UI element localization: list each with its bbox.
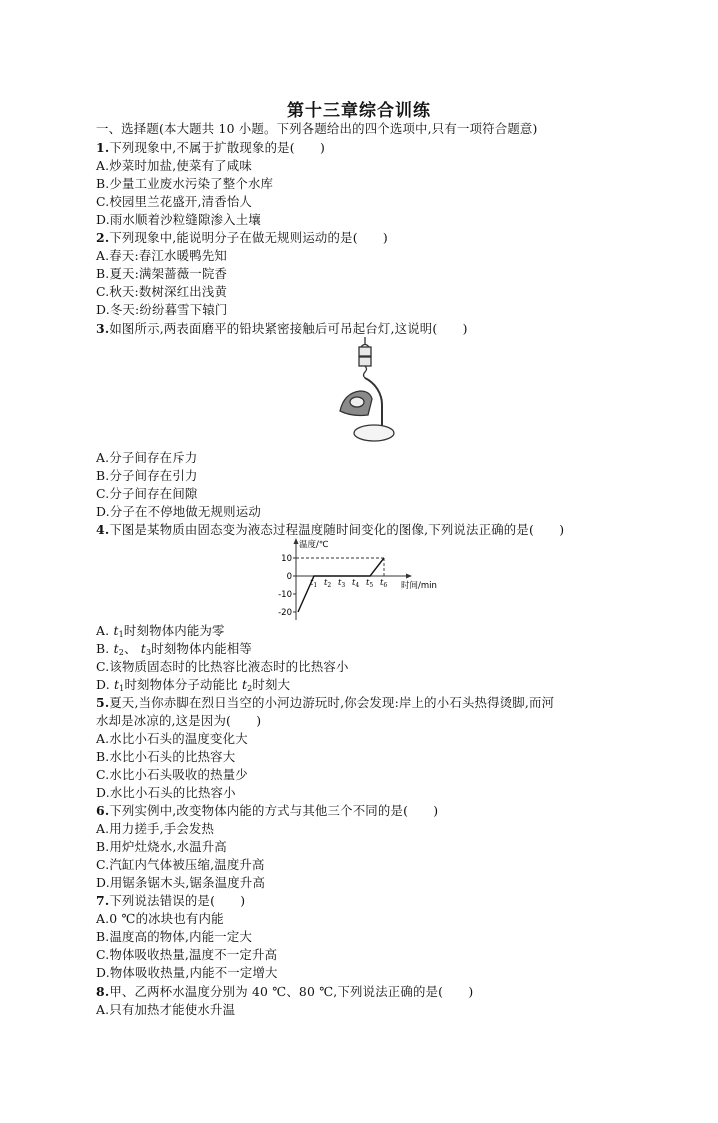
question-number: 4. xyxy=(96,522,110,537)
time-symbol: t xyxy=(113,641,119,656)
q6-option-b: B.用炉灶烧水,水温升高 xyxy=(96,839,227,854)
x-tick-label: $t_3$ xyxy=(338,578,346,589)
question-6-stem xyxy=(96,802,438,820)
q1-option-a: A.炒菜时加盐,使菜有了咸味 xyxy=(96,158,252,173)
q5-option-d: D.水比小石头的比热容小 xyxy=(96,785,236,800)
time-subscript: 1 xyxy=(119,684,125,693)
lamp-base xyxy=(354,425,394,441)
q1-option-b: B.少量工业废水污染了整个水库 xyxy=(96,176,274,191)
q7-option-a: A.0 ℃的冰块也有内能 xyxy=(96,911,224,926)
q3-option-d: D.分子在不停地做无规则运动 xyxy=(96,504,261,519)
lamp-figure xyxy=(330,335,400,447)
question-text: 如图所示,两表面磨平的铅块紧密接触后可吊起台灯,这说明( ) xyxy=(109,321,468,336)
option-text: 时刻物体分子动能比 xyxy=(124,677,242,692)
q5-option-b: B.水比小石头的比热容大 xyxy=(96,749,236,764)
option-text: 、 xyxy=(124,641,141,656)
q5-option-c: C.水比小石头吸收的热量少 xyxy=(96,767,248,782)
question-number: 5. xyxy=(96,695,110,710)
q6-option-c: C.汽缸内气体被压缩,温度升高 xyxy=(96,857,265,872)
question-text: 夏天,当你赤脚在烈日当空的小河边游玩时,你会发现:岸上的小石头热得烫脚,而河 xyxy=(109,695,555,710)
section-heading: 一、选择题(本大题共 10 小题。下列各题给出的四个选项中,只有一项符合题意) xyxy=(96,121,538,136)
q4-option-c xyxy=(96,658,349,676)
time-subscript: 2 xyxy=(118,648,125,657)
question-1-stem xyxy=(96,139,325,157)
time-subscript: 3 xyxy=(146,648,152,657)
x-tick-label: $t_2$ xyxy=(324,578,332,589)
q8-option-a: A.只有加热才能使水升温 xyxy=(96,1002,236,1017)
question-text: 下列现象中,不属于扩散现象的是( ) xyxy=(109,140,326,155)
temperature-chart xyxy=(270,536,450,624)
lamp-bulb xyxy=(350,397,364,407)
time-symbol: t xyxy=(140,641,146,656)
question-text: 甲、乙两杯水温度分别为 40 ℃、80 ℃,下列说法正确的是( ) xyxy=(109,984,474,999)
time-symbol: t xyxy=(113,623,119,638)
question-text: 下图是某物质由固态变为液态过程温度随时间变化的图像,下列说法正确的是( ) xyxy=(109,522,565,537)
x-tick-label: $t_4$ xyxy=(352,578,360,589)
question-number: 6. xyxy=(96,803,110,818)
x-axis-label: 时间/min xyxy=(401,581,437,591)
option-prefix: D. xyxy=(96,677,114,692)
q5-option-a: A.水比小石头的温度变化大 xyxy=(96,731,248,746)
q7-option-b: B.温度高的物体,内能一定大 xyxy=(96,929,253,944)
y-tick-label: 0 xyxy=(286,572,292,582)
question-number: 1. xyxy=(96,140,110,155)
x-tick-label: $t_5$ xyxy=(366,578,374,589)
option-text: 时刻物体内能为零 xyxy=(123,623,225,638)
lead-block-bottom xyxy=(359,357,371,366)
option-prefix: A. xyxy=(96,623,114,638)
question-3-stem xyxy=(96,320,468,338)
x-tick-label: $t_6$ xyxy=(380,578,388,589)
time-symbol: t xyxy=(113,677,120,692)
q2-option-a: A.春天:春江水暖鸭先知 xyxy=(96,248,227,263)
lead-block-top xyxy=(359,347,371,356)
x-axis-arrow xyxy=(406,574,412,579)
option-text: 时刻大 xyxy=(252,677,291,692)
time-subscript: 2 xyxy=(247,684,253,693)
page-title: 第十三章综合训练 xyxy=(287,101,431,121)
q2-option-c: C.秋天:数树深红出浅黄 xyxy=(96,284,228,299)
time-symbol: t xyxy=(241,677,248,692)
q6-option-d: D.用锯条锯木头,锯条温度升高 xyxy=(96,875,266,890)
q3-option-a: A.分子间存在斥力 xyxy=(96,450,198,465)
q3-option-b: B.分子间存在引力 xyxy=(96,468,198,483)
lower-hook xyxy=(364,366,367,378)
question-text: 下列现象中,能说明分子在做无规则运动的是( ) xyxy=(109,230,388,245)
question-8-stem xyxy=(96,983,473,1001)
question-number: 3. xyxy=(96,321,110,336)
x-tick-label: $t_1$ xyxy=(310,578,318,589)
y-tick-label: -20 xyxy=(278,608,292,618)
question-5-stem xyxy=(96,694,554,712)
y-tick-label: 10 xyxy=(281,554,292,564)
q7-option-c: C.物体吸收热量,温度不一定升高 xyxy=(96,947,278,962)
option-text: 时刻物体内能相等 xyxy=(151,641,253,656)
y-tick-label: -10 xyxy=(278,590,292,600)
y-axis-arrow xyxy=(294,538,299,544)
y-axis-label: 温度/℃ xyxy=(299,540,329,550)
q7-option-d: D.物体吸收热量,内能不一定增大 xyxy=(96,965,278,980)
question-7-stem xyxy=(96,892,245,910)
q3-option-c: C.分子间存在间隙 xyxy=(96,486,198,501)
question-2-stem xyxy=(96,229,388,247)
q6-option-a: A.用力搓手,手会发热 xyxy=(96,821,215,836)
question-number: 2. xyxy=(96,230,110,245)
q1-option-c: C.校园里兰花盛开,清香怡人 xyxy=(96,194,253,209)
question-number: 8. xyxy=(96,984,110,999)
time-subscript: 1 xyxy=(118,630,124,639)
q2-option-d: D.冬天:纷纷暮雪下辕门 xyxy=(96,302,228,317)
question-text: 下列实例中,改变物体内能的方式与其他三个不同的是( ) xyxy=(109,803,439,818)
option-text: C.该物质固态时的比热容比液态时的比热容小 xyxy=(96,659,349,674)
question-number: 7. xyxy=(96,893,110,908)
option-prefix: B. xyxy=(96,641,114,656)
question-5-stem-continued: 水却是冰凉的,这是因为( ) xyxy=(96,713,262,728)
q2-option-b: B.夏天:满架蔷薇一院香 xyxy=(96,266,228,281)
q1-option-d: D.雨水顺着沙粒缝隙渗入土壤 xyxy=(96,212,261,227)
question-text: 下列说法错误的是( ) xyxy=(109,893,246,908)
